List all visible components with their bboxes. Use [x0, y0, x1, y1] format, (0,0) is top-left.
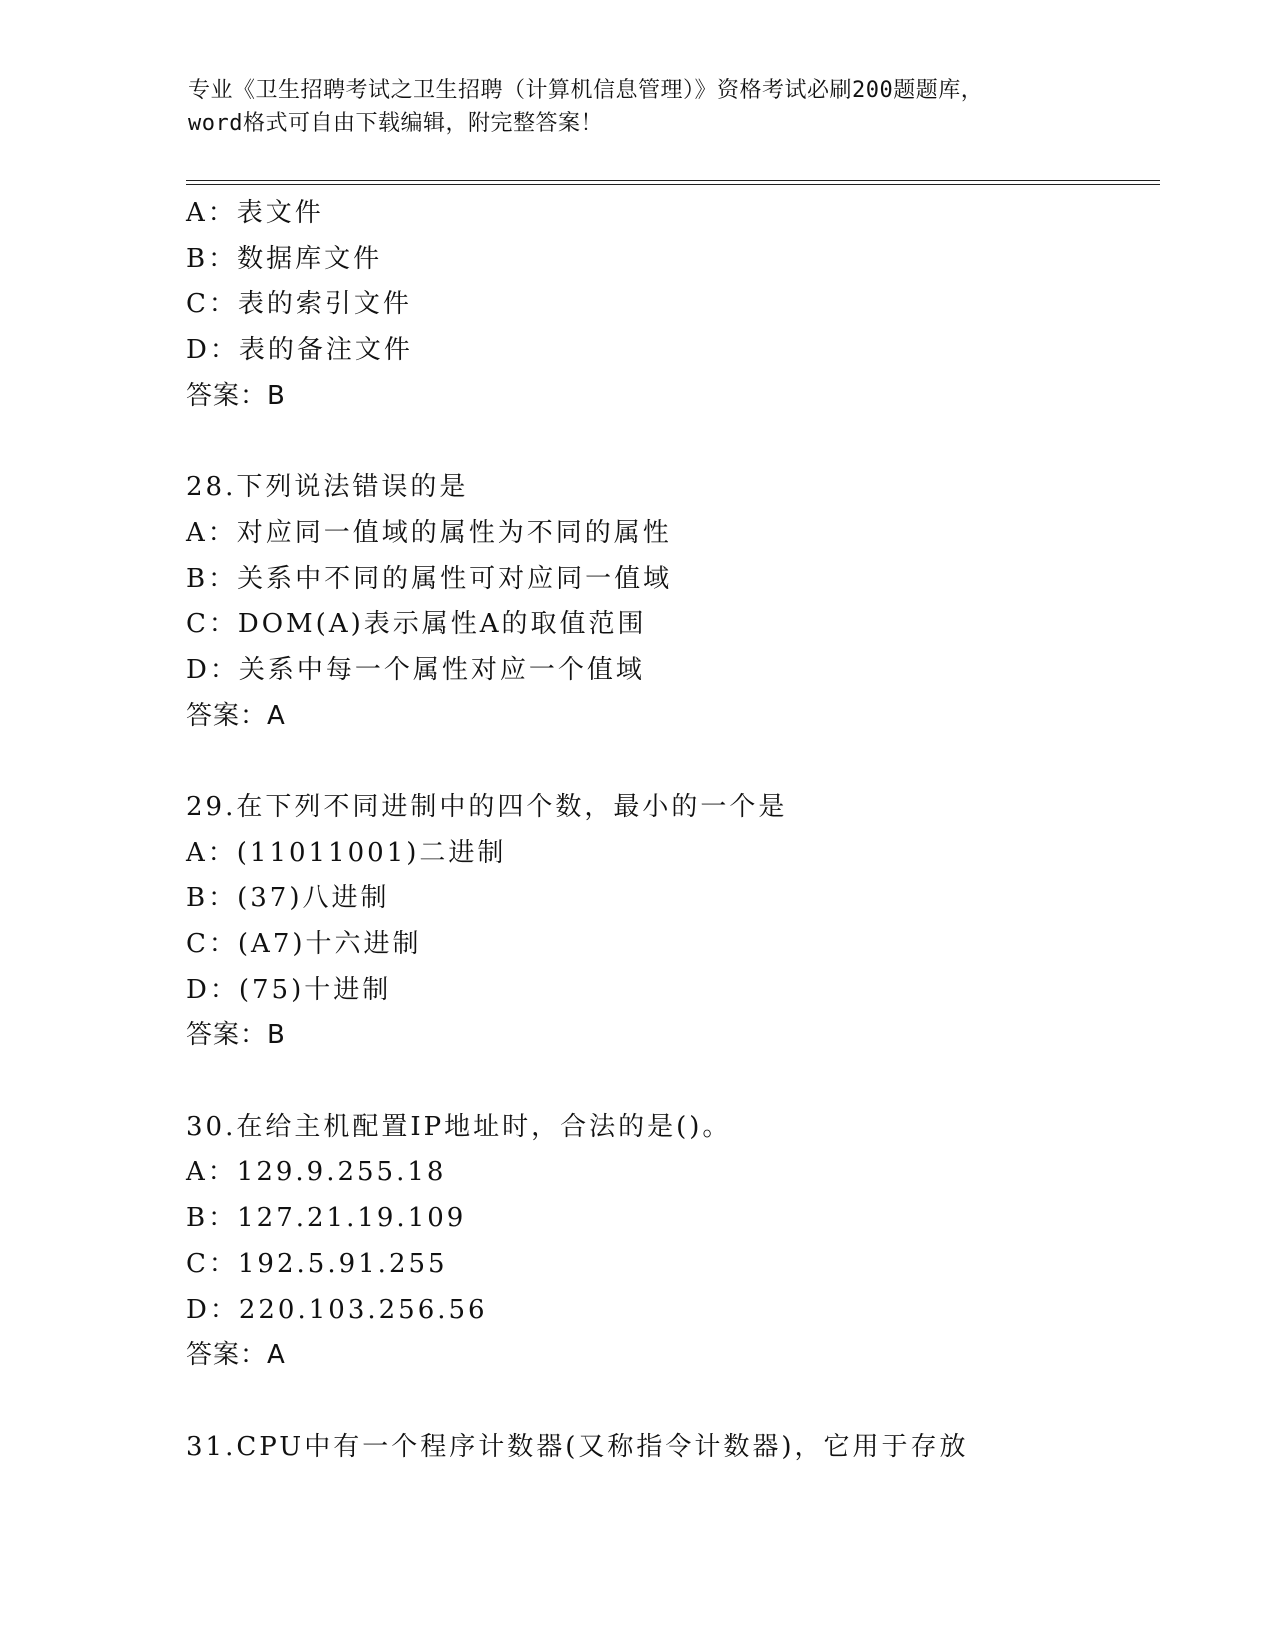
question-29	[186, 785, 1166, 1059]
option-b: B：数据库文件	[186, 243, 383, 274]
option-a: A：(11011001)二进制	[186, 837, 507, 868]
option-a: A：对应同一值域的属性为不同的属性	[186, 517, 672, 548]
question-stem: 28.下列说法错误的是	[186, 472, 469, 503]
header-line-2: word格式可自由下载编辑，附完整答案！	[188, 111, 603, 136]
option-d: D：220.103.256.56	[186, 1294, 488, 1325]
option-c: C：(A7)十六进制	[186, 929, 422, 959]
question-31	[186, 1425, 1166, 1471]
answer: 答案：A	[186, 1340, 286, 1371]
option-c: C：DOM(A)表示属性A的取值范围	[186, 609, 647, 640]
option-a: A：129.9.255.18	[186, 1157, 447, 1188]
header-divider-bottom	[186, 184, 1160, 185]
option-b: B：关系中不同的属性可对应同一值域	[186, 563, 673, 594]
spacer	[186, 419, 1166, 465]
option-d: D：(75)十进制	[186, 974, 392, 1005]
answer: 答案：B	[186, 380, 286, 411]
question-27-continued	[186, 191, 1166, 419]
question-list	[186, 191, 1166, 1470]
option-c: C：表的索引文件	[186, 289, 412, 320]
question-stem: 30.在给主机配置IP地址时，合法的是()。	[186, 1111, 732, 1142]
option-d: D：表的备注文件	[186, 335, 413, 366]
option-b: B：(37)八进制	[186, 883, 390, 914]
spacer	[186, 1059, 1166, 1105]
header-line-1: 专业《卫生招聘考试之卫生招聘（计算机信息管理）》资格考试必刷200题题库，	[188, 78, 984, 103]
answer: 答案：B	[186, 1020, 286, 1051]
header-divider-top	[186, 180, 1160, 181]
answer: 答案：A	[186, 700, 286, 731]
question-30	[186, 1105, 1166, 1379]
document-header	[188, 74, 1088, 140]
spacer	[186, 739, 1166, 785]
question-stem: 29.在下列不同进制中的四个数，最小的一个是	[186, 791, 788, 822]
spacer	[186, 1379, 1166, 1425]
option-c: C：192.5.91.255	[186, 1248, 448, 1279]
option-b: B：127.21.19.109	[186, 1203, 467, 1234]
question-28	[186, 465, 1166, 739]
option-d: D：关系中每一个属性对应一个值域	[186, 654, 645, 685]
question-stem: 31.CPU中有一个程序计数器(又称指令计数器)，它用于存放	[186, 1431, 969, 1462]
option-a: A：表文件	[186, 198, 324, 228]
